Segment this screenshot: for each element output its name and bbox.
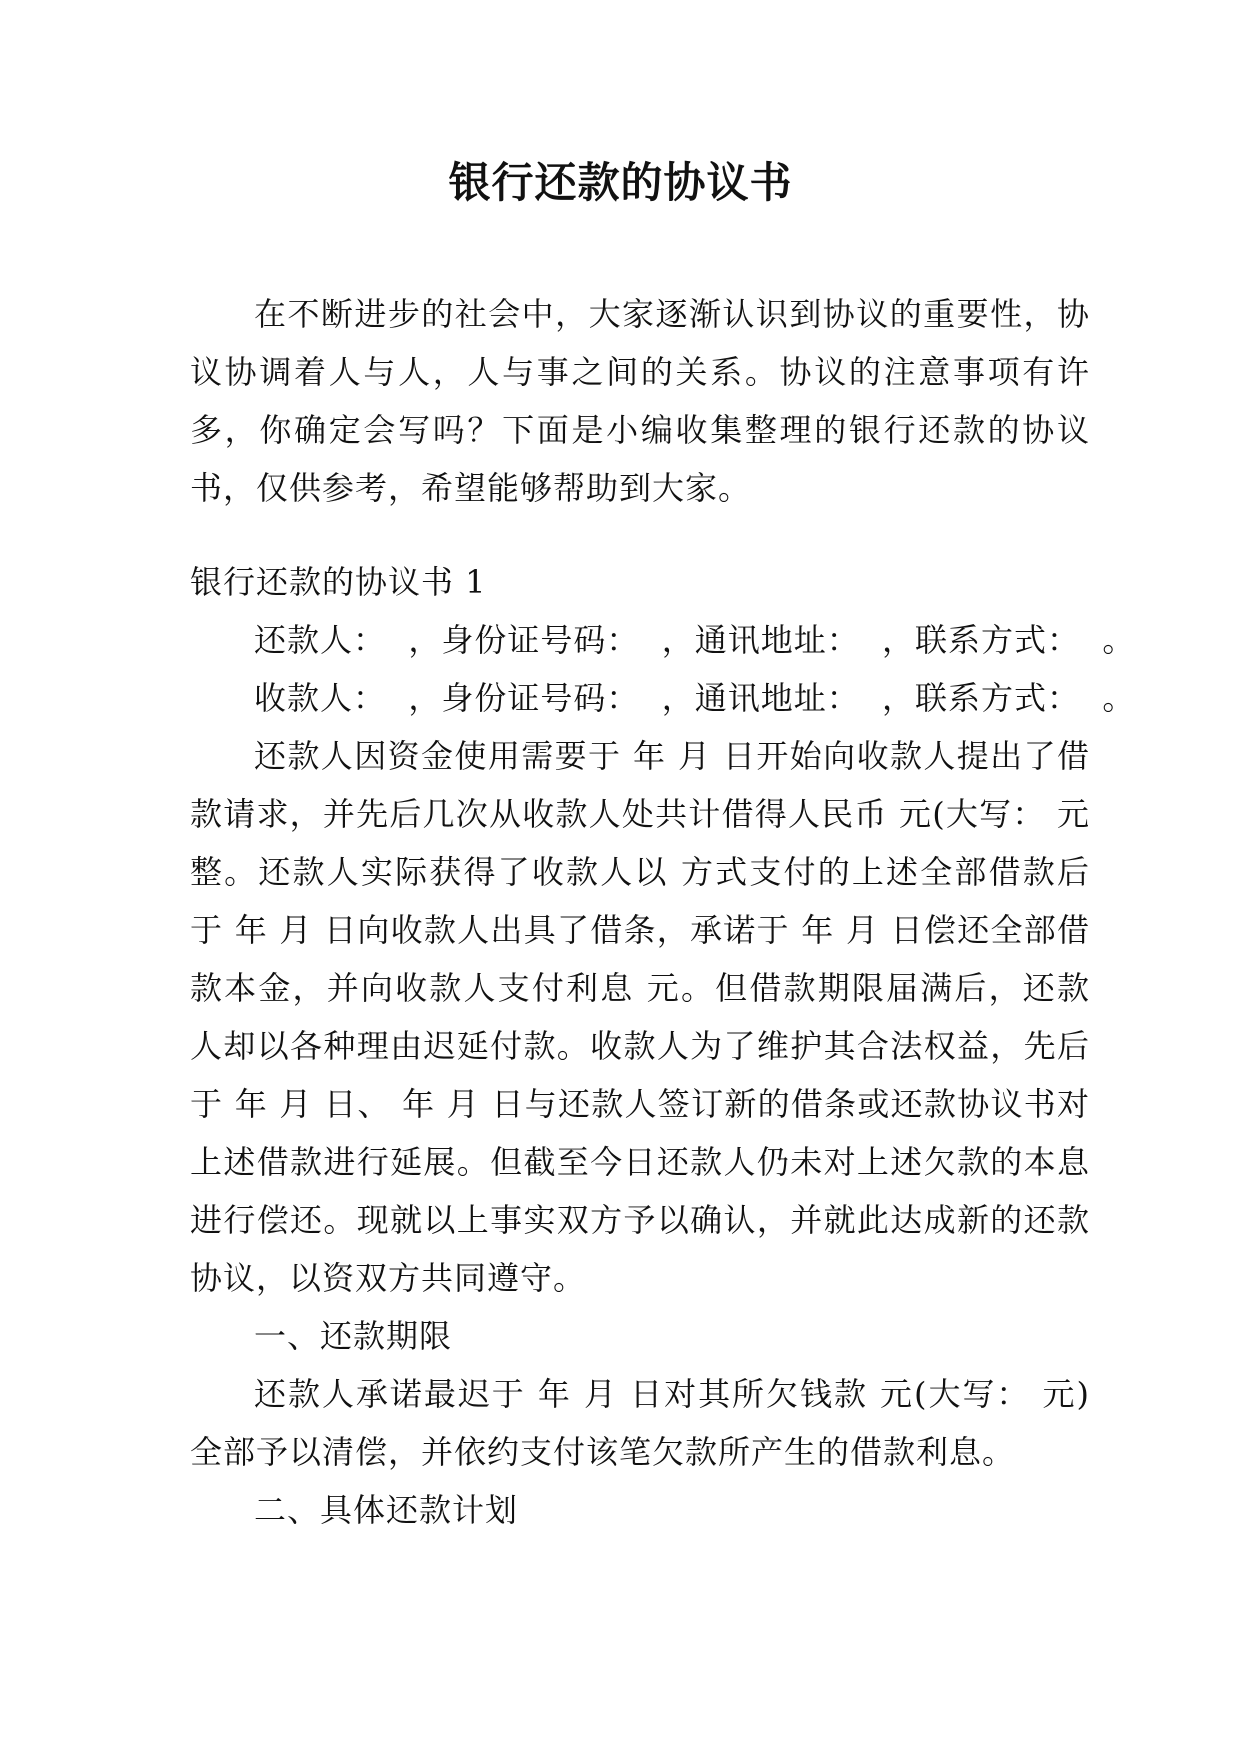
section-title: 银行还款的协议书 1 xyxy=(190,563,487,601)
paragraph-gap xyxy=(190,517,1090,553)
main-paragraph: 还款人因资金使用需要于 年 月 日开始向收款人提出了借款请求，并先后几次从收款人处共计借得人民币 元(大写： 元整。还款人实际获得了收款人以 方式支付的上述全部借款后于 年 月 日向收款人出具了借条，承诺于 年 月 日偿还全部借款本金，并向收款人支付利息 元。但借款期限届满后，还款人却以各种理由迟延付款。收款人为了维护其合法权益，先后于 年 月 日、 年 月 日与还款人签订新的借条或还款协议书对上述借款进行延展。但截至今日还款人仍未对上述欠款的本息进行偿还。现就以上事实双方予以确认，并就此达成新的还款协议，以资双方共同遵守。 xyxy=(190,737,1090,1297)
document-body xyxy=(190,285,1136,1539)
clause-2-heading: 二、具体还款计划 xyxy=(254,1491,519,1529)
intro-paragraph: 在不断进步的社会中，大家逐渐认识到协议的重要性，协议协调着人与人，人与事之间的关系。协议的注意事项有许多，你确定会写吗？下面是小编收集整理的银行还款的协议书，仅供参考，希望能够帮助到大家。 xyxy=(190,295,1090,507)
clause-1-text: 还款人承诺最迟于 年 月 日对其所欠钱款 元(大写： 元)全部予以清偿，并依约支付该笔欠款所产生的借款利息。 xyxy=(190,1375,1090,1471)
payee-info-line: 收款人： ，身份证号码： ，通讯地址： ，联系方式： 。 xyxy=(254,679,1136,717)
document-title: 银行还款的协议书 xyxy=(448,158,793,207)
repayer-info-line: 还款人： ，身份证号码： ，通讯地址： ，联系方式： 。 xyxy=(254,621,1136,659)
clause-1-heading: 一、还款期限 xyxy=(254,1317,453,1355)
